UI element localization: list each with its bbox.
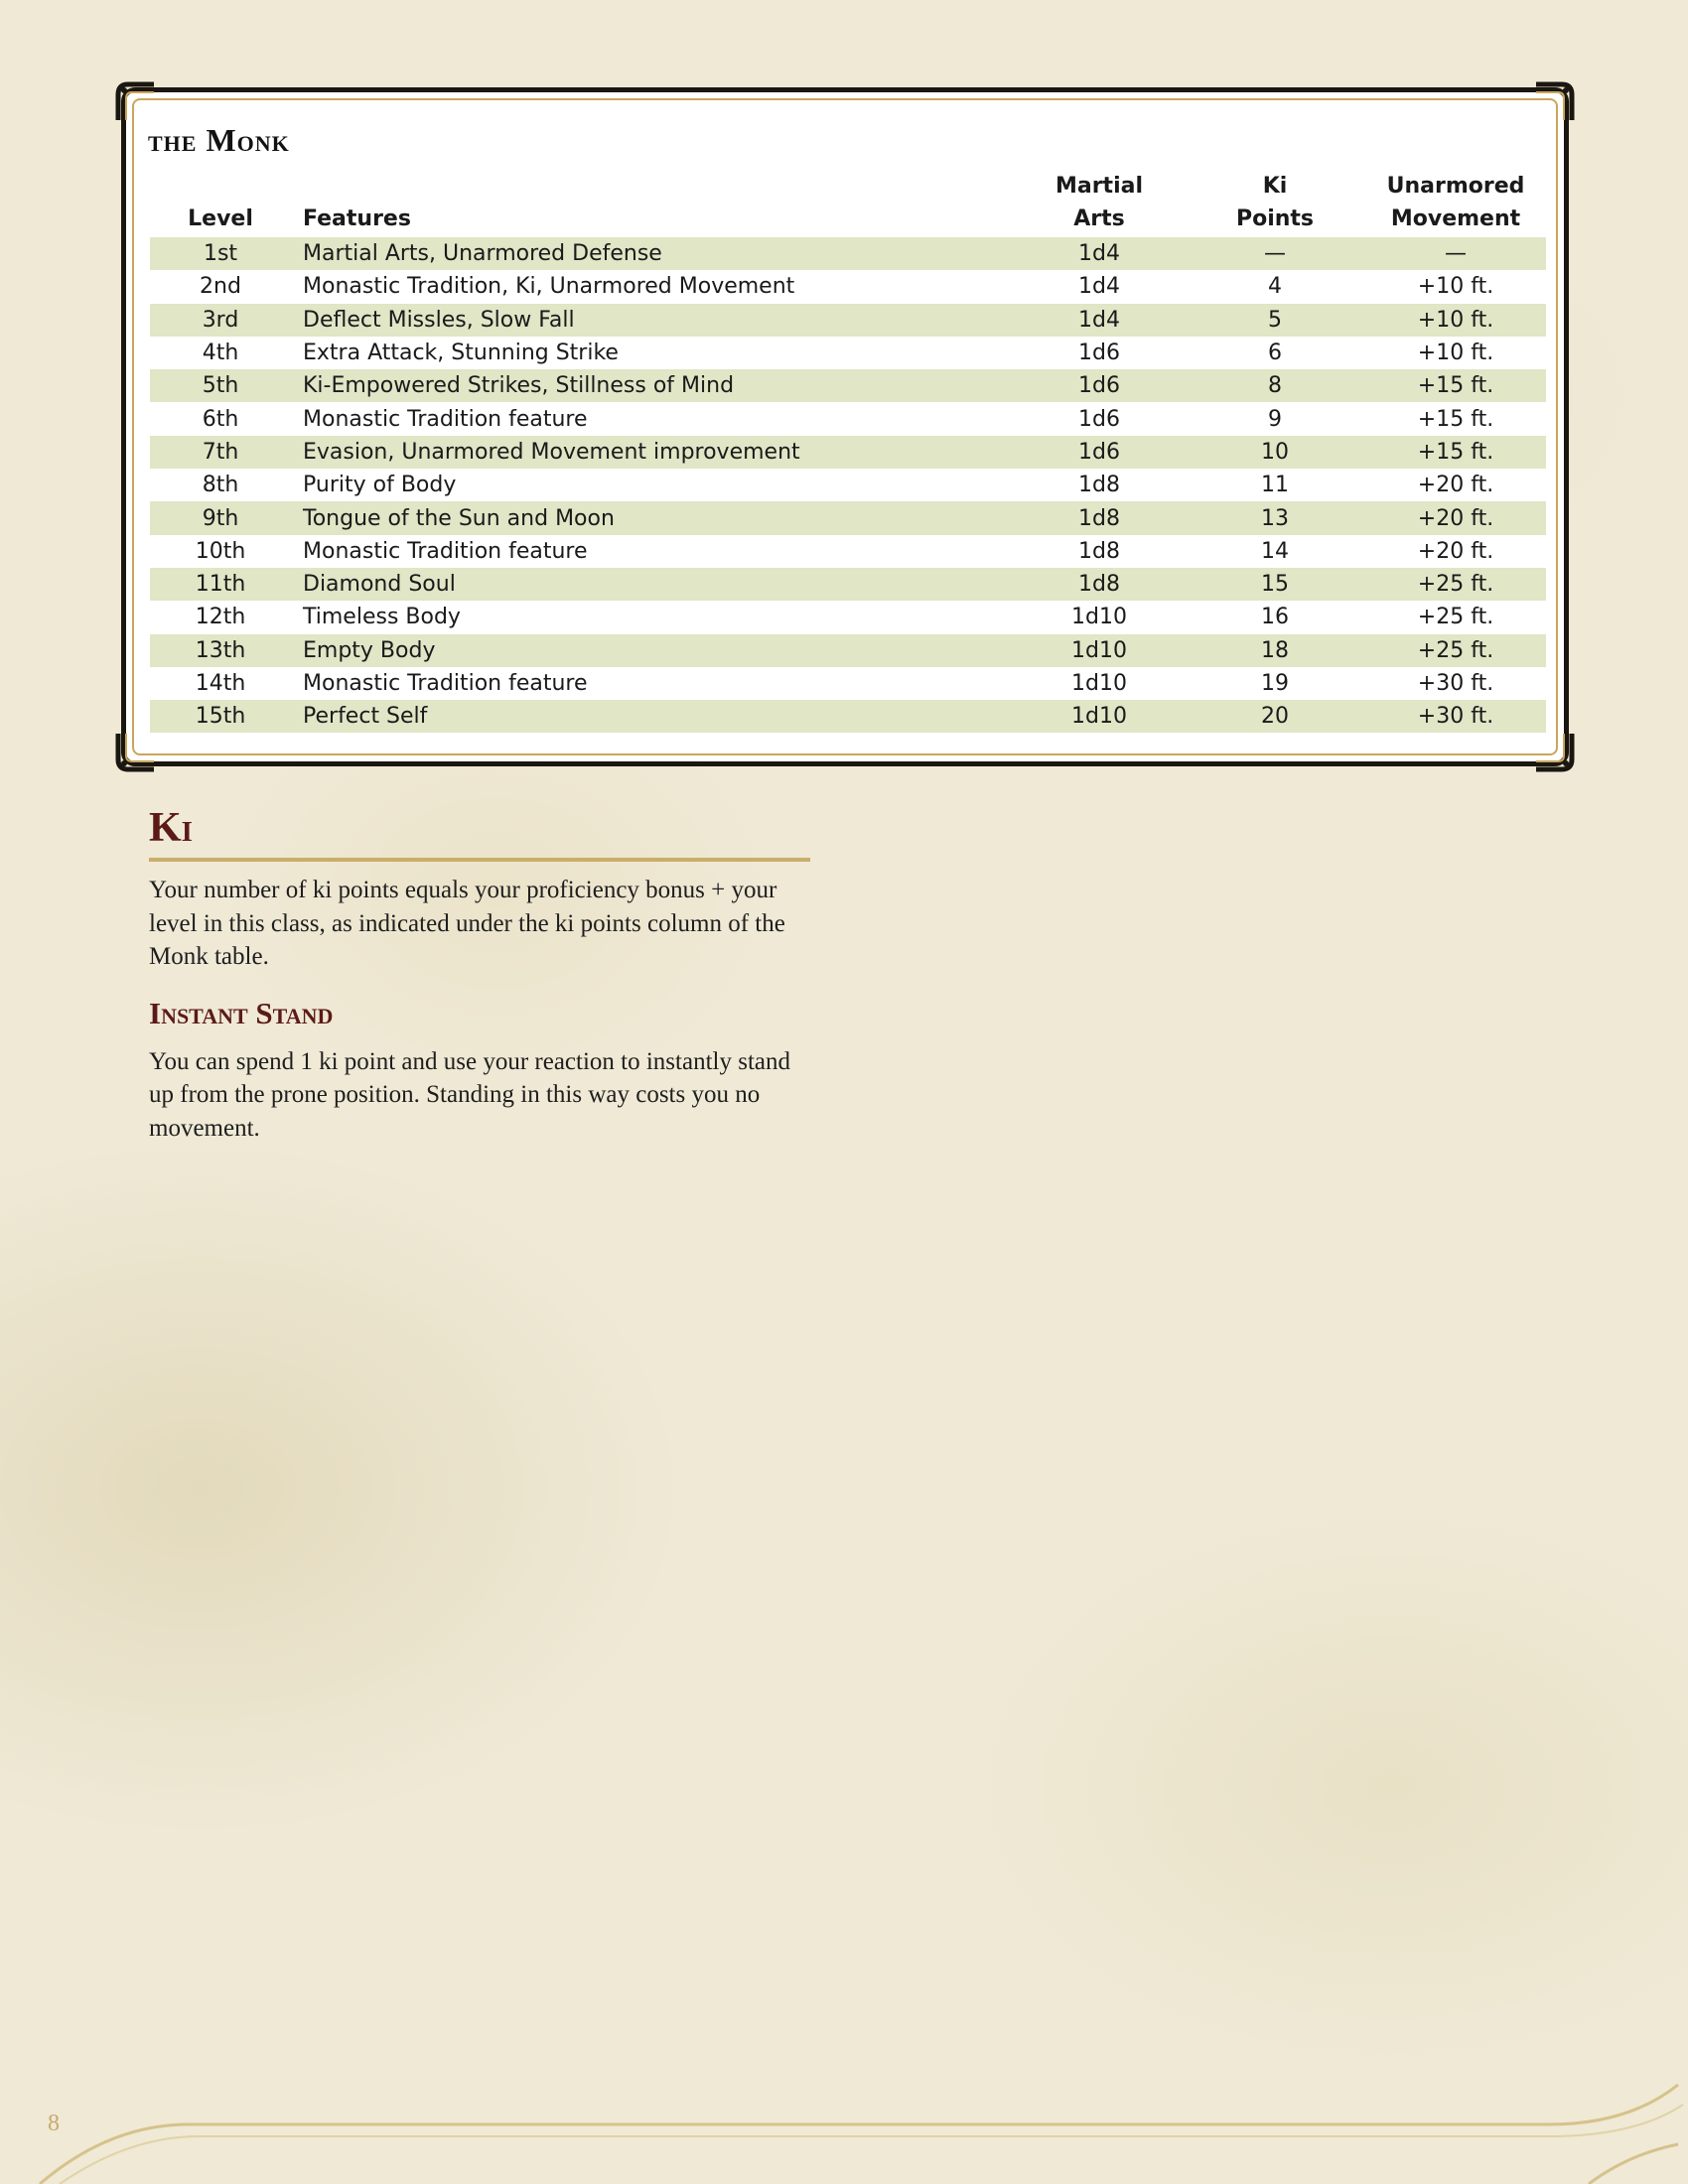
level-cell: 11th (150, 568, 291, 601)
martial-arts-cell: 1d4 (1078, 274, 1120, 300)
footer-ornament (0, 2065, 1688, 2184)
frame-corner-ornament (114, 80, 158, 124)
class-table-frame (121, 87, 1569, 766)
movement-cell: +30 ft. (1417, 671, 1494, 696)
header-martial-arts: Martial Arts (1055, 174, 1144, 231)
ki-paragraph: Your number of ki points equals your proficiency bonus + your level in this class, as indicated under the ki points column of the Monk table. (149, 877, 785, 970)
table-row (150, 337, 1546, 369)
ki-points-cell: 5 (1185, 304, 1365, 337)
level-cell: 13th (150, 634, 291, 667)
table-row (150, 501, 1546, 534)
ki-points-cell: 11 (1261, 473, 1289, 498)
table-row (150, 634, 1546, 667)
ki-points-cell: 6 (1268, 341, 1282, 366)
level-cell: 9th (150, 501, 291, 534)
movement-cell: +15 ft. (1365, 436, 1546, 469)
features-cell: Monastic Tradition feature (303, 406, 588, 432)
table-row (150, 568, 1546, 601)
features-cell: Deflect Missles, Slow Fall (291, 304, 1014, 337)
level-cell: 12th (195, 605, 246, 630)
martial-arts-cell: 1d4 (1014, 237, 1185, 270)
level-cell: 7th (150, 436, 291, 469)
movement-cell: +10 ft. (1417, 274, 1494, 300)
table-row (150, 667, 1546, 700)
header-unarmored-movement: Unarmored Movement (1386, 174, 1525, 231)
martial-arts-cell: 1d6 (1078, 406, 1120, 432)
ki-points-cell: 13 (1185, 501, 1365, 534)
ki-points-cell: 19 (1261, 671, 1289, 696)
level-cell: 14th (195, 671, 246, 696)
page-number: 8 (48, 2111, 60, 2136)
table-row (150, 601, 1546, 633)
table-row (150, 270, 1546, 303)
ki-points-cell: 18 (1185, 634, 1365, 667)
ki-points-cell: 16 (1261, 605, 1289, 630)
movement-cell: +10 ft. (1417, 341, 1494, 366)
header-level: Level (188, 206, 253, 231)
table-header-row (150, 170, 1546, 237)
level-cell: 4th (202, 341, 239, 366)
movement-cell: +20 ft. (1417, 473, 1494, 498)
instant-stand-heading: Instant Stand (149, 995, 334, 1030)
table-row (150, 469, 1546, 501)
movement-cell: +25 ft. (1365, 634, 1546, 667)
movement-cell: — (1365, 237, 1546, 270)
movement-cell: +30 ft. (1365, 700, 1546, 733)
martial-arts-cell: 1d10 (1014, 700, 1185, 733)
martial-arts-cell: 1d4 (1014, 304, 1185, 337)
martial-arts-cell: 1d10 (1071, 605, 1127, 630)
ki-heading: Ki (149, 802, 810, 862)
movement-cell: +25 ft. (1417, 605, 1494, 630)
features-cell: Diamond Soul (291, 568, 1014, 601)
table-row (150, 304, 1546, 337)
level-cell: 6th (202, 406, 239, 432)
frame-corner-ornament (114, 730, 158, 773)
ki-points-cell: 15 (1185, 568, 1365, 601)
features-cell: Extra Attack, Stunning Strike (303, 341, 619, 366)
level-cell: 8th (202, 473, 239, 498)
movement-cell: +20 ft. (1365, 501, 1546, 534)
features-cell: Purity of Body (303, 473, 457, 498)
features-cell: Monastic Tradition feature (303, 671, 588, 696)
level-cell: 3rd (150, 304, 291, 337)
level-cell: 10th (195, 538, 246, 564)
movement-cell: +20 ft. (1417, 538, 1494, 564)
table-row (150, 535, 1546, 568)
table-row (150, 700, 1546, 733)
table-row (150, 436, 1546, 469)
ki-points-cell: 20 (1185, 700, 1365, 733)
instant-stand-paragraph: You can spend 1 ki point and use your reaction to instantly stand up from the prone position. Standing in this way costs you no movement. (149, 1047, 790, 1142)
features-cell: Martial Arts, Unarmored Defense (291, 237, 1014, 270)
ki-points-cell: 4 (1268, 274, 1282, 300)
table-row (150, 237, 1546, 270)
ki-points-cell: 8 (1185, 369, 1365, 402)
level-cell: 5th (150, 369, 291, 402)
features-cell: Evasion, Unarmored Movement improvement (291, 436, 1014, 469)
martial-arts-cell: 1d10 (1071, 671, 1127, 696)
martial-arts-cell: 1d8 (1014, 501, 1185, 534)
martial-arts-cell: 1d8 (1014, 568, 1185, 601)
table-title: the Monk (148, 122, 290, 158)
table-row (150, 369, 1546, 402)
ki-section (149, 802, 810, 1145)
features-cell: Monastic Tradition feature (303, 538, 588, 564)
martial-arts-cell: 1d6 (1014, 436, 1185, 469)
features-cell: Timeless Body (303, 605, 461, 630)
martial-arts-cell: 1d6 (1078, 341, 1120, 366)
ki-points-cell: — (1185, 237, 1365, 270)
table-row (150, 402, 1546, 435)
frame-corner-ornament (1532, 730, 1576, 773)
ki-points-cell: 14 (1261, 538, 1289, 564)
features-cell: Perfect Self (291, 700, 1014, 733)
movement-cell: +10 ft. (1365, 304, 1546, 337)
header-ki-points: Ki Points (1235, 174, 1315, 231)
features-cell: Ki-Empowered Strikes, Stillness of Mind (291, 369, 1014, 402)
movement-cell: +15 ft. (1365, 369, 1546, 402)
features-cell: Monastic Tradition, Ki, Unarmored Movement (303, 274, 795, 300)
frame-corner-ornament (1532, 80, 1576, 124)
features-cell: Tongue of the Sun and Moon (291, 501, 1014, 534)
movement-cell: +15 ft. (1417, 406, 1494, 432)
header-features: Features (303, 206, 411, 231)
movement-cell: +25 ft. (1365, 568, 1546, 601)
martial-arts-cell: 1d8 (1078, 473, 1120, 498)
level-cell: 2nd (200, 274, 241, 300)
features-cell: Empty Body (291, 634, 1014, 667)
martial-arts-cell: 1d10 (1014, 634, 1185, 667)
level-cell: 15th (150, 700, 291, 733)
ki-points-cell: 9 (1268, 406, 1282, 432)
martial-arts-cell: 1d8 (1078, 538, 1120, 564)
ki-points-cell: 10 (1185, 436, 1365, 469)
monk-class-table (150, 170, 1546, 733)
level-cell: 1st (150, 237, 291, 270)
martial-arts-cell: 1d6 (1014, 369, 1185, 402)
